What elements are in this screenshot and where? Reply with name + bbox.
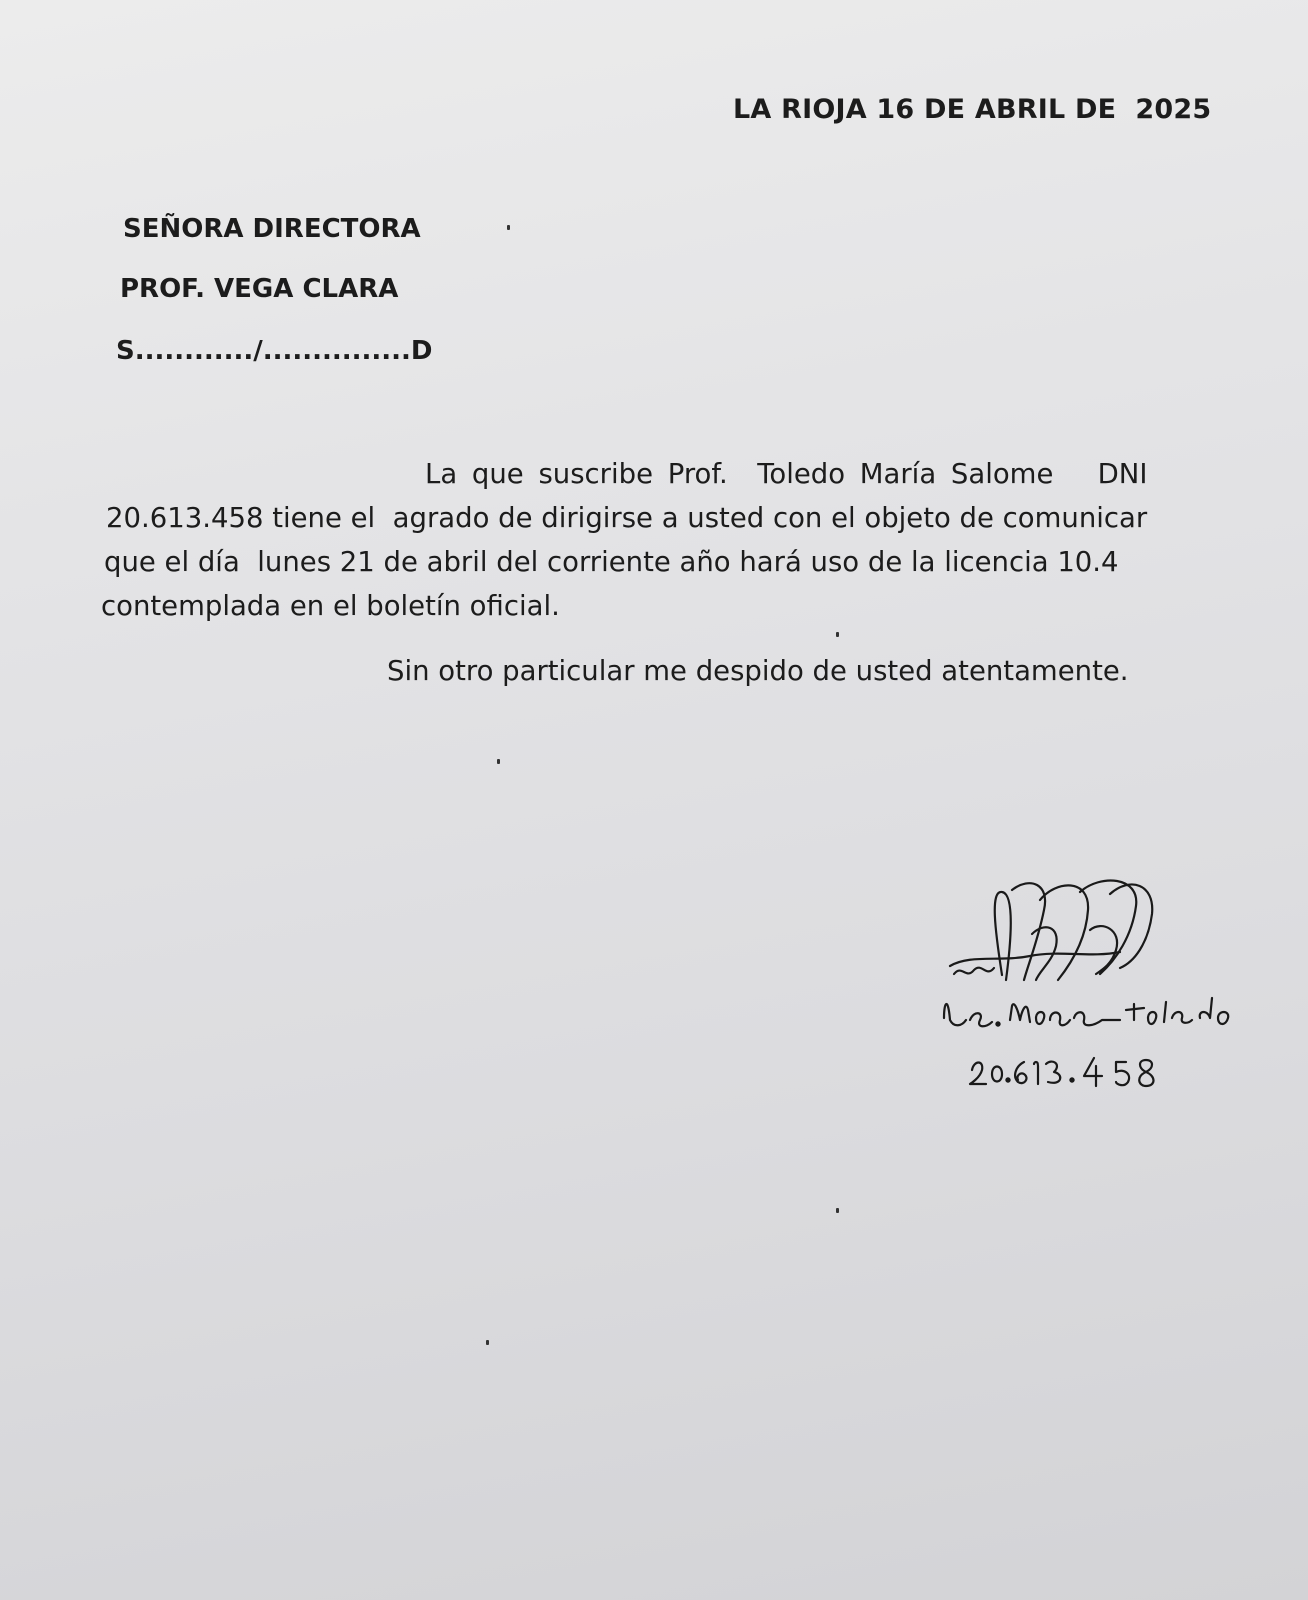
paper-speck [486,1340,489,1345]
paper-speck [836,1208,839,1213]
body-line-4: contemplada en el boletín oficial. [101,590,560,622]
recipient-salutation: S............/...............D [116,336,433,366]
paper-speck [507,225,510,230]
handwritten-signature [940,870,1270,1130]
date-line: LA RIOJA 16 DE ABRIL DE 2025 [733,94,1212,125]
body-line-3: que el día lunes 21 de abril del corriente año hará uso de la licencia 10.4 [104,546,1119,578]
paper-speck [836,632,839,637]
closing-line: Sin otro particular me despido de usted atentamente. [387,655,1129,687]
paper-speck [497,759,500,764]
recipient-name: PROF. VEGA CLARA [120,274,399,304]
recipient-title: SEÑORA DIRECTORA [123,214,421,244]
body-line-2: 20.613.458 tiene el agrado de dirigirse a usted con el objeto de comunicar [106,502,1148,534]
body-line-1: La que suscribe Prof. Toledo María Salome DNI [425,458,1148,490]
